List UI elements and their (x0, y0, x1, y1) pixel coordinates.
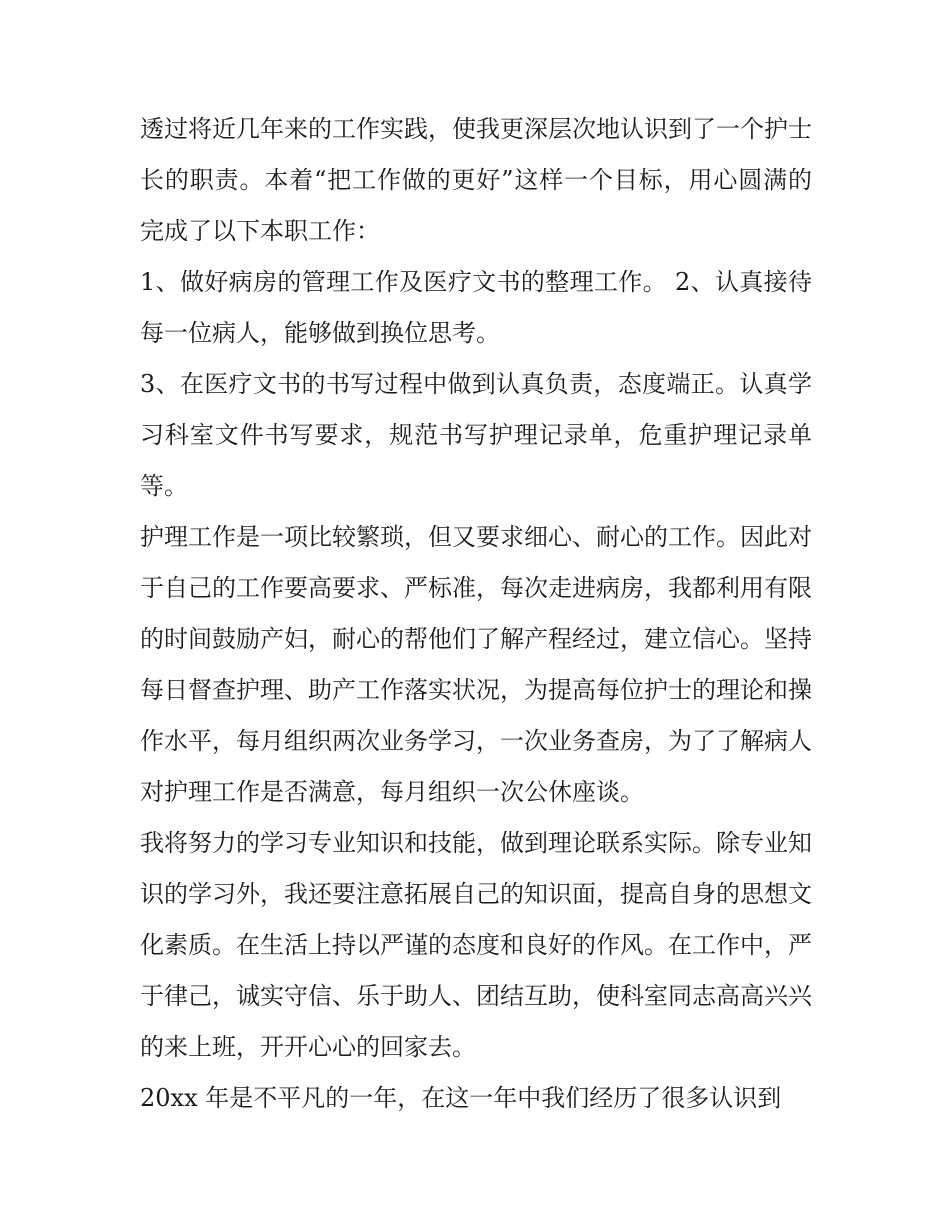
paragraph-learning: 我将努力的学习专业知识和技能，做到理论联系实际。除专业知识的学习外，我还要注意拓展自己的知识面，提高自身的思想文化素质。在生活上持以严谨的态度和良好的作风。在工作中，严于律己，诚实守信、乐于助人、团结互助，使科室同志高高兴兴的来上班，开开心心的回家去。 (140, 829, 812, 1061)
paragraph-intro: 透过将近几年来的工作实践，使我更深层次地认识到了一个护士长的职责。本着“把工作做的更好”这样一个目标，用心圆满的完成了以下本职工作： (140, 115, 812, 245)
paragraph-item-3: 3、在医疗文书的书写过程中做到认真负责，态度端正。认真学习科室文件书写要求，规范书写护理记录单，危重护理记录单等。 (140, 370, 812, 500)
document-body (140, 104, 812, 1124)
paragraph-item-1-2: 1、做好病房的管理工作及医疗文书的整理工作。 2、认真接待每一位病人，能够做到换位思考。 (140, 268, 812, 347)
paragraph-year-summary: 20xx 年是不平凡的一年，在这一年中我们经历了很多认识到 (140, 1084, 782, 1112)
paragraph-nursing-work: 护理工作是一项比较繁琐，但又要求细心、耐心的工作。因此对于自己的工作要高要求、严标准，每次走进病房，我都利用有限的时间鼓励产妇，耐心的帮他们了解产程经过，建立信心。坚持每日督查护理、助产工作落实状况，为提高每位护士的理论和操作水平，每月组织两次业务学习，一次业务查房，为了了解病人对护理工作是否满意，每月组织一次公休座谈。 (140, 523, 812, 806)
